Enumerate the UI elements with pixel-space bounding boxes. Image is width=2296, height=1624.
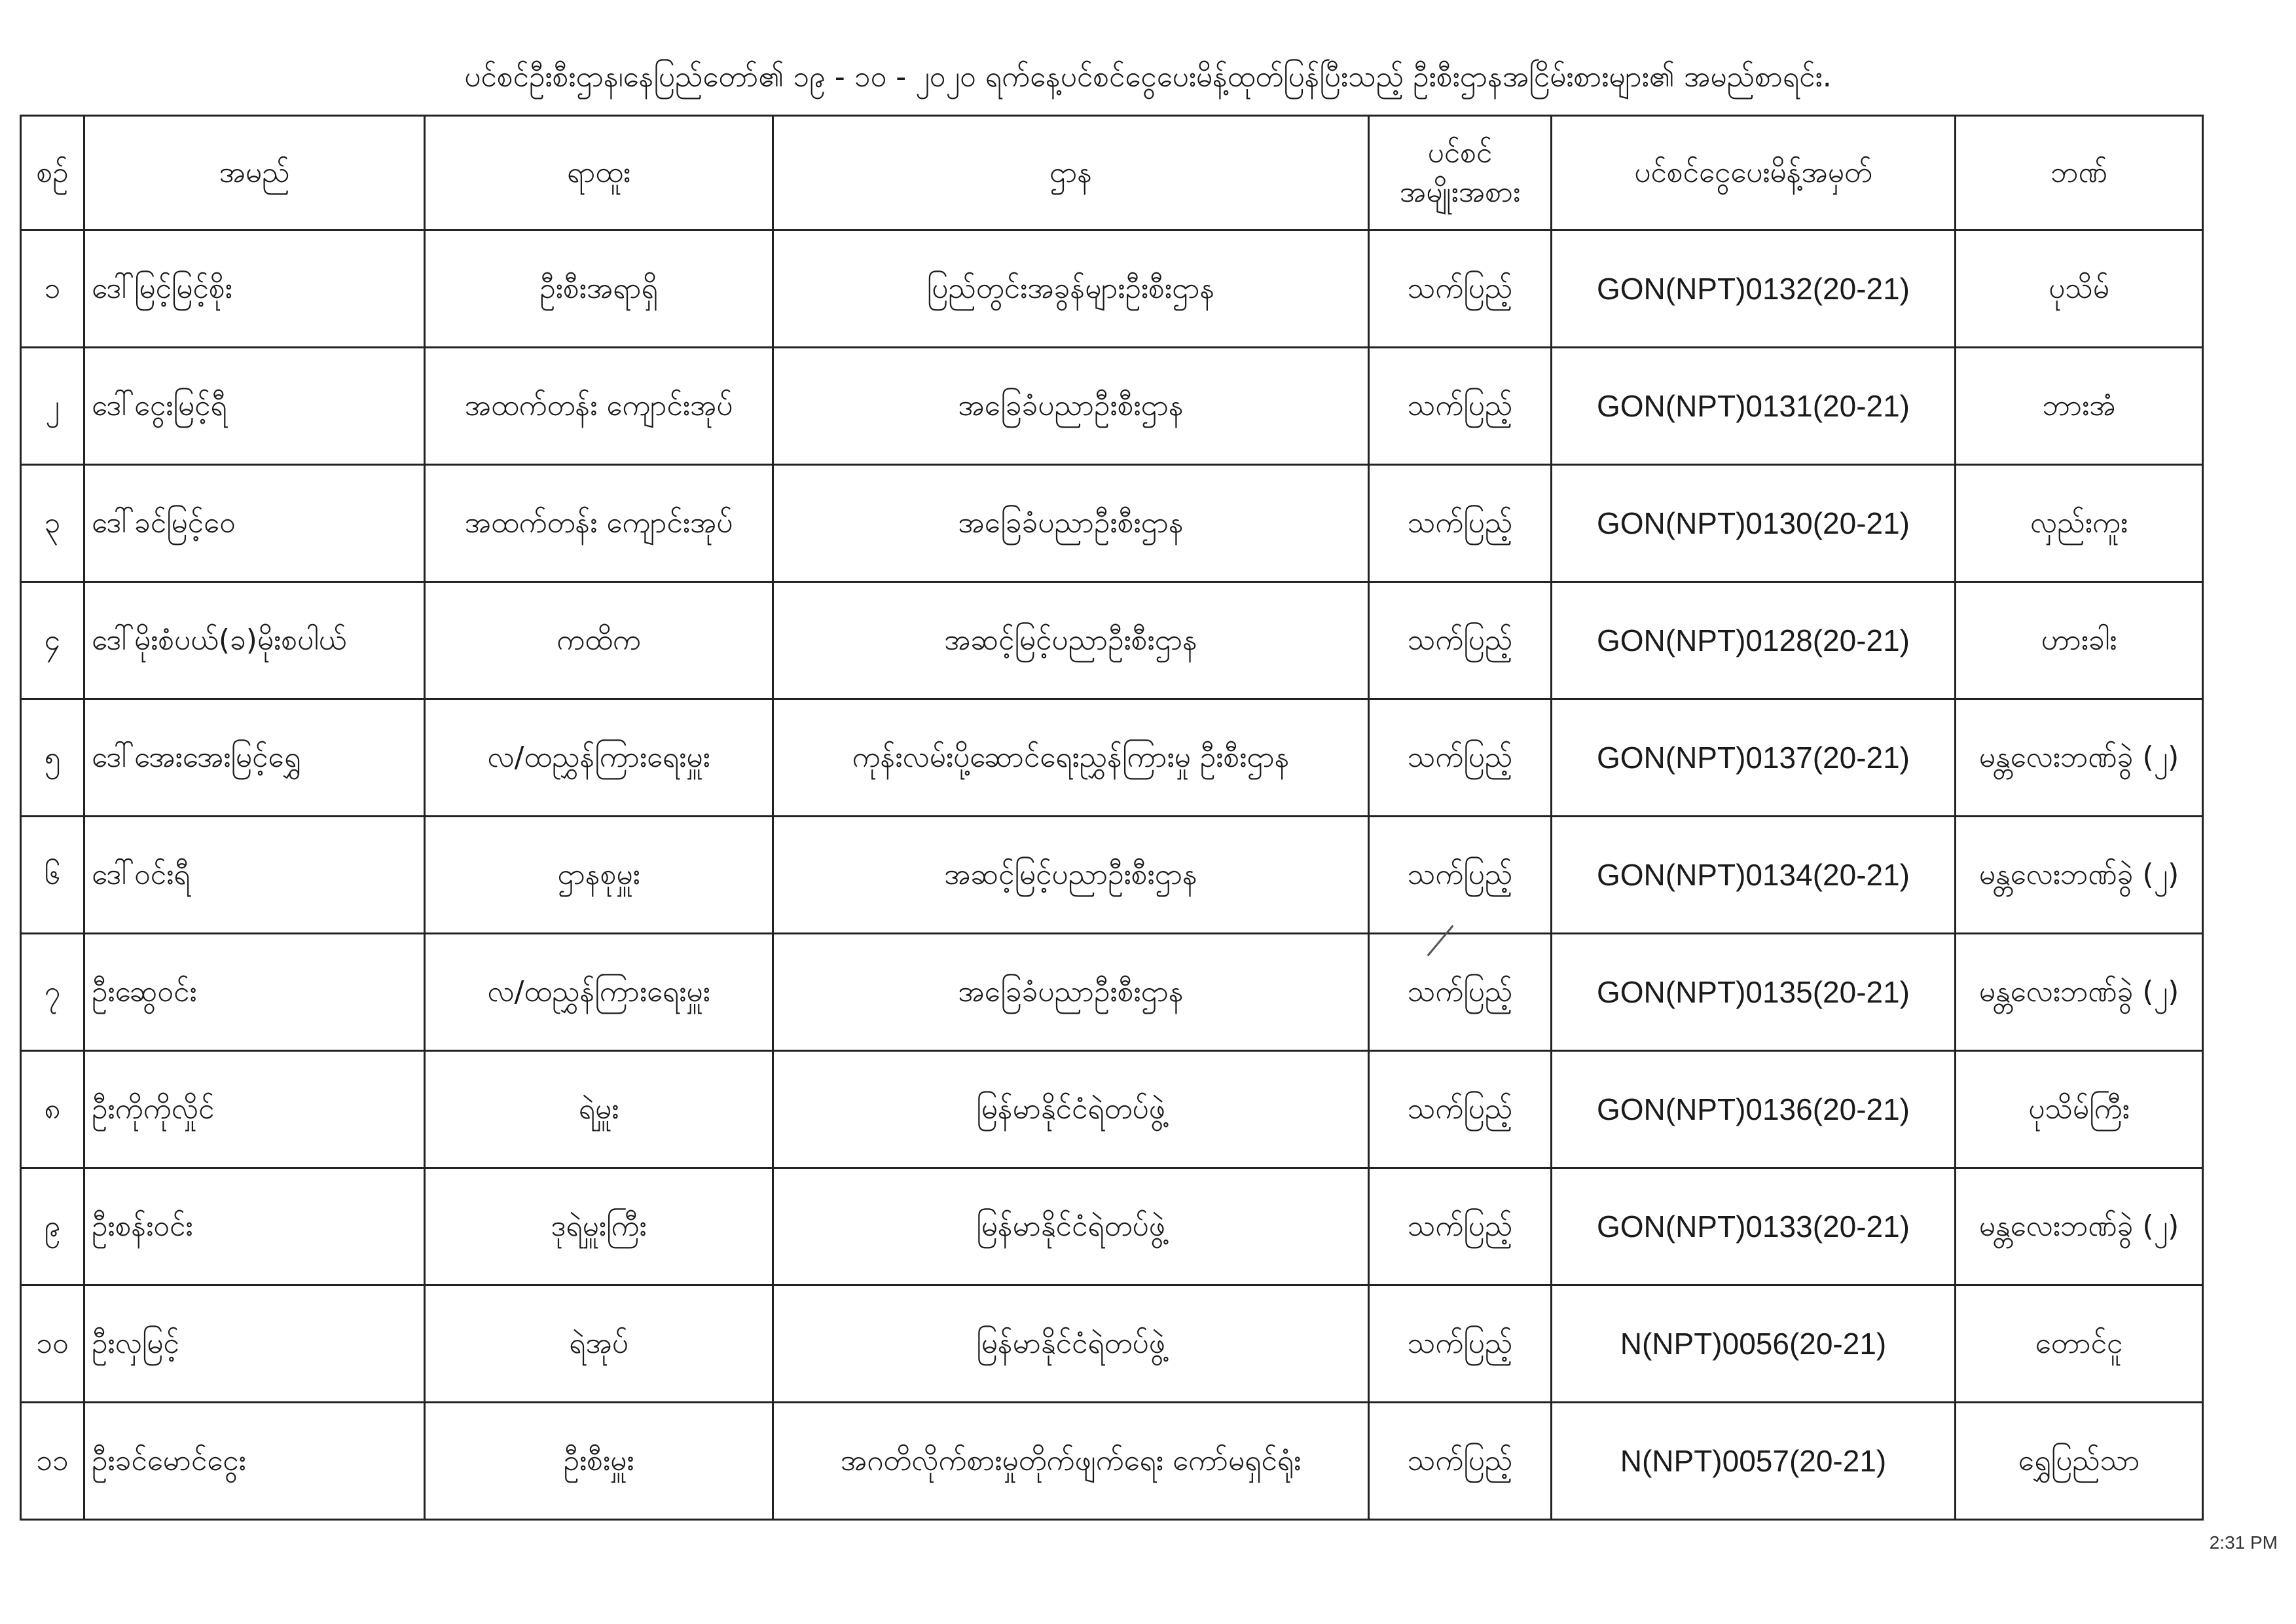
cell-department: ပြည်တွင်းအခွန်များဦးစီးဌာန — [773, 231, 1369, 348]
cell-license-no: N(NPT)0057(20-21) — [1552, 1403, 1956, 1520]
cell-no: ၇ — [21, 934, 84, 1051]
cell-license-no: GON(NPT)0131(20-21) — [1552, 348, 1956, 465]
cell-department: အဂတိလိုက်စားမှုတိုက်ဖျက်ရေး ကော်မရှင်ရုံး — [773, 1403, 1369, 1520]
pension-roster-table — [20, 115, 2204, 1521]
cell-no: ၄ — [21, 582, 84, 699]
cell-license-no: GON(NPT)0136(20-21) — [1552, 1051, 1956, 1168]
cell-pension-type: သက်ပြည့် — [1369, 1051, 1552, 1168]
cell-pension-type: သက်ပြည့် — [1369, 465, 1552, 582]
header-rank: ရာထူး — [425, 116, 773, 231]
cell-no: ၁ — [21, 231, 84, 348]
cell-license-no: GON(NPT)0135(20-21) — [1552, 934, 1956, 1051]
cell-department: မြန်မာနိုင်ငံရဲတပ်ဖွဲ့ — [773, 1168, 1369, 1285]
cell-pension-type: သက်ပြည့် — [1369, 817, 1552, 934]
cell-bank: မန္တလေးဘဏ်ခွဲ (၂) — [1956, 934, 2203, 1051]
header-pension-type-line1: ပင်စင် — [1427, 136, 1493, 170]
table-row — [21, 934, 2203, 1051]
cell-license-no: GON(NPT)0134(20-21) — [1552, 817, 1956, 934]
cell-pension-type: သက်ပြည့် — [1369, 934, 1552, 1051]
cell-rank: လ/ထညွှန်ကြားရေးမှူး — [425, 934, 773, 1051]
header-department: ဌာန — [773, 116, 1369, 231]
document-title: ပင်စင်ဦးစီးဌာန၊နေပြည်တော်၏ ၁၉ - ၁၀ - ၂၀၂၀ ရက်နေ့ပင်စင်ငွေပေးမိန့်ထုတ်ပြန်ပြီးသည့် ဦးစီးဌာနအငြိမ်းစားများ၏ အမည်စာရင်း. — [464, 60, 1832, 94]
cell-no: ၅ — [21, 699, 84, 817]
cell-rank: ရဲမှူး — [425, 1051, 773, 1168]
table-row — [21, 1168, 2203, 1285]
cell-bank: ဟားခါး — [1956, 582, 2203, 699]
cell-name: ဒေါ်ဝင်းရီ — [84, 817, 425, 934]
cell-name: ဒေါ်အေးအေးမြင့်ရွှေ — [84, 699, 425, 817]
table-row — [21, 582, 2203, 699]
cell-license-no: GON(NPT)0133(20-21) — [1552, 1168, 1956, 1285]
cell-rank: ဦးစီးမှူး — [425, 1403, 773, 1520]
cell-bank: ပုသိမ်ကြီး — [1956, 1051, 2203, 1168]
cell-rank: လ/ထညွှန်ကြားရေးမှူး — [425, 699, 773, 817]
cell-name: ဦးခင်မောင်ငွေး — [84, 1403, 425, 1520]
cell-pension-type: သက်ပြည့် — [1369, 582, 1552, 699]
header-bank: ဘဏ် — [1956, 116, 2203, 231]
cell-name: ဒေါ်ခင်မြင့်ဝေ — [84, 465, 425, 582]
cell-bank: လှည်းကူး — [1956, 465, 2203, 582]
cell-license-no: GON(NPT)0137(20-21) — [1552, 699, 1956, 817]
table-row — [21, 465, 2203, 582]
cell-pension-type: သက်ပြည့် — [1369, 348, 1552, 465]
cell-pension-type: သက်ပြည့် — [1369, 1285, 1552, 1403]
cell-name: ဒေါ်မြင့်မြင့်စိုး — [84, 231, 425, 348]
table-row — [21, 817, 2203, 934]
cell-bank: မန္တလေးဘဏ်ခွဲ (၂) — [1956, 817, 2203, 934]
cell-no: ၆ — [21, 817, 84, 934]
header-name: အမည် — [84, 116, 425, 231]
header-license-no: ပင်စင်ငွေပေးမိန့်အမှတ် — [1552, 116, 1956, 231]
table-row — [21, 1285, 2203, 1403]
cell-license-no: GON(NPT)0128(20-21) — [1552, 582, 1956, 699]
table-header-row — [21, 116, 2203, 231]
cell-pension-type: သက်ပြည့် — [1369, 231, 1552, 348]
table-row — [21, 231, 2203, 348]
table-row — [21, 1051, 2203, 1168]
cell-department: အဆင့်မြင့်ပညာဦးစီးဌာန — [773, 817, 1369, 934]
cell-department: အဆင့်မြင့်ပညာဦးစီးဌာန — [773, 582, 1369, 699]
cell-rank: ကထိက — [425, 582, 773, 699]
cell-name: ဒေါ်မိုးစံပယ်(ခ)မိုးစပါယ် — [84, 582, 425, 699]
cell-department: မြန်မာနိုင်ငံရဲတပ်ဖွဲ့ — [773, 1051, 1369, 1168]
cell-name: ဦးကိုကိုလှိုင် — [84, 1051, 425, 1168]
cell-department: အခြေခံပညာဦးစီးဌာန — [773, 934, 1369, 1051]
cell-bank: ဘားအံ — [1956, 348, 2203, 465]
cell-no: ၁၀ — [21, 1285, 84, 1403]
table-row — [21, 348, 2203, 465]
cell-bank: မန္တလေးဘဏ်ခွဲ (၂) — [1956, 699, 2203, 817]
cell-license-no: GON(NPT)0132(20-21) — [1552, 231, 1956, 348]
cell-no: ၃ — [21, 465, 84, 582]
cell-no: ၂ — [21, 348, 84, 465]
cell-bank: တောင်ငူ — [1956, 1285, 2203, 1403]
cell-name: ဦးစန်းဝင်း — [84, 1168, 425, 1285]
cell-rank: အထက်တန်း ကျောင်းအုပ် — [425, 465, 773, 582]
cell-name: ဦးလှမြင့် — [84, 1285, 425, 1403]
cell-name: ဦးဆွေဝင်း — [84, 934, 425, 1051]
table-row — [21, 699, 2203, 817]
cell-no: ၈ — [21, 1051, 84, 1168]
cell-department: အခြေခံပညာဦးစီးဌာန — [773, 348, 1369, 465]
table-body — [21, 231, 2203, 1520]
cell-rank: ရဲအုပ် — [425, 1285, 773, 1403]
cell-rank: ဦးစီးအရာရှိ — [425, 231, 773, 348]
cell-license-no: N(NPT)0056(20-21) — [1552, 1285, 1956, 1403]
cell-bank: ရွှေပြည်သာ — [1956, 1403, 2203, 1520]
header-pension-type — [1369, 116, 1552, 231]
header-pension-type-line2: အမျိုးအစား — [1399, 175, 1521, 209]
cell-bank: မန္တလေးဘဏ်ခွဲ (၂) — [1956, 1168, 2203, 1285]
cell-license-no: GON(NPT)0130(20-21) — [1552, 465, 1956, 582]
cell-department: အခြေခံပညာဦးစီးဌာန — [773, 465, 1369, 582]
cell-no: ၁၁ — [21, 1403, 84, 1520]
cell-bank: ပုသိမ် — [1956, 231, 2203, 348]
cell-rank: ဌာနစုမှူး — [425, 817, 773, 934]
cell-no: ၉ — [21, 1168, 84, 1285]
cell-rank: ဒုရဲမှူးကြီး — [425, 1168, 773, 1285]
cell-pension-type: သက်ပြည့် — [1369, 1168, 1552, 1285]
header-no: စဉ် — [21, 116, 84, 231]
cell-rank: အထက်တန်း ကျောင်းအုပ် — [425, 348, 773, 465]
cell-department: ကုန်းလမ်းပို့ဆောင်ရေးညွှန်ကြားမှု ဦးစီးဌာန — [773, 699, 1369, 817]
cell-department: မြန်မာနိုင်ငံရဲတပ်ဖွဲ့ — [773, 1285, 1369, 1403]
timestamp-stamp: 2:31 PM — [2209, 1532, 2278, 1553]
cell-name: ဒေါ်ငွေးမြင့်ရီ — [84, 348, 425, 465]
cell-pension-type: သက်ပြည့် — [1369, 699, 1552, 817]
table-row — [21, 1403, 2203, 1520]
cell-pension-type: သက်ပြည့် — [1369, 1403, 1552, 1520]
